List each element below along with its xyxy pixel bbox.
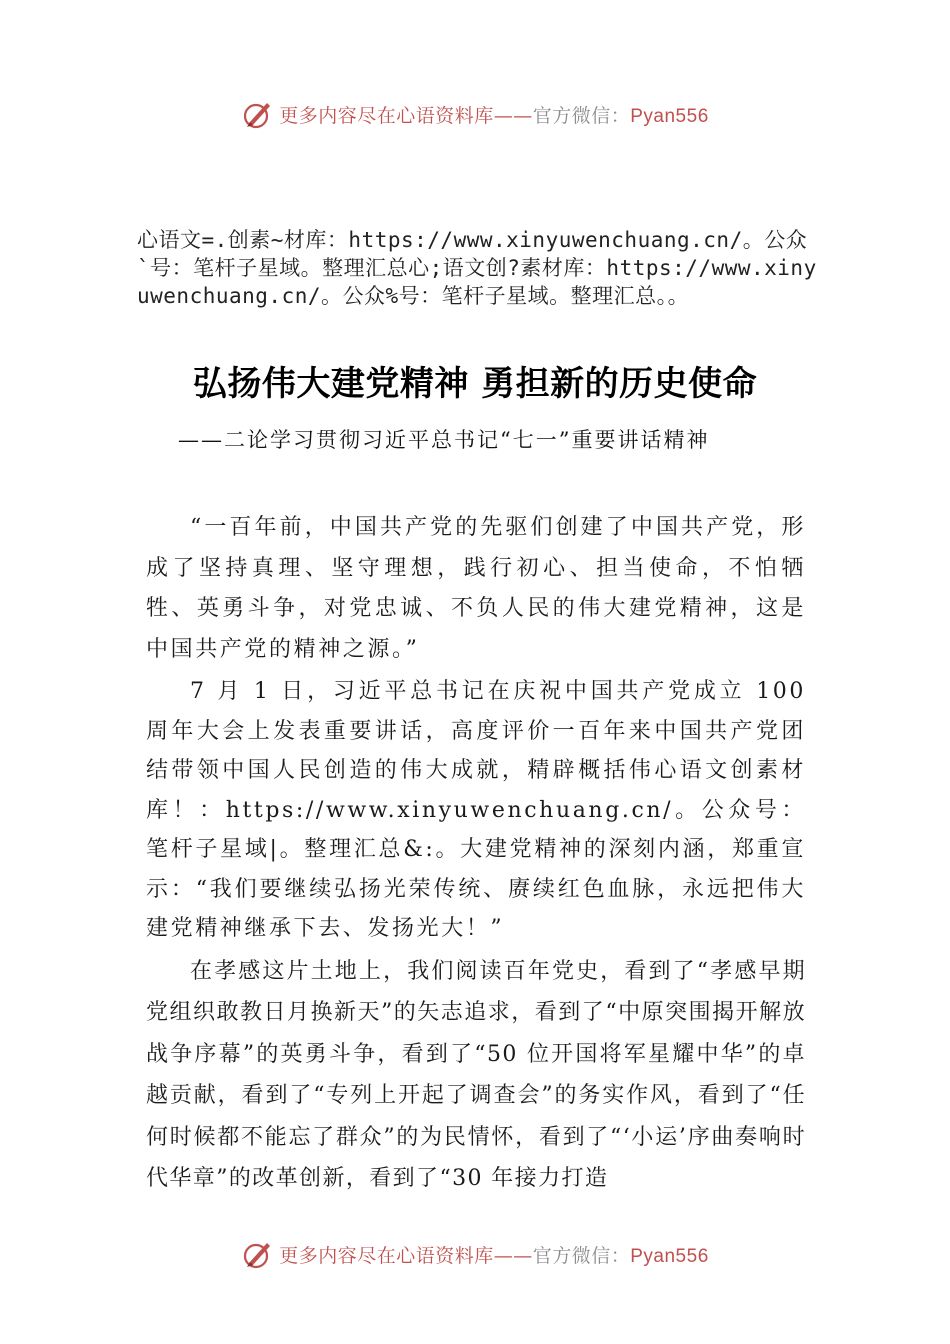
header-banner xyxy=(0,94,950,134)
pen-nib-logo-icon xyxy=(241,1237,275,1271)
banner-separator: —— xyxy=(493,104,533,127)
paragraph: “一百年前，中国共产党的先驱们创建了中国共产党，形成了坚持真理、坚守理想，践行初心、担当使命，不怕牺牲、英勇斗争，对党忠诚、不负人民的伟大建党精神，这是中国共产党的精神之源。” xyxy=(146,515,806,662)
banner-slogan: 更多内容尽在心语资料库 xyxy=(279,104,494,127)
footer-banner-text xyxy=(279,1241,709,1268)
banner-wechat-id: Pyan556 xyxy=(630,1245,709,1267)
pen-nib-logo-icon xyxy=(241,97,275,131)
banner-wechat-label: 官方微信： xyxy=(532,104,631,127)
article-subtitle: ——二论学习贯彻习近平总书记“七一”重要讲话精神 xyxy=(178,428,710,452)
watermark-notice: 心语文=.创素~材库：https://www.xinyuwenchuang.cn/。公众`号：笔杆子星域。整理汇总心;语文创?素材库：https://www.xinyuwenchuang.cn/。公众%号：笔杆子星域。整理汇总。。 xyxy=(137,228,817,308)
footer-banner xyxy=(0,1234,950,1274)
paragraph: 7 月 1 日，习近平总书记在庆祝中国共产党成立 100 周年大会上发表重要讲话，高度评价一百年来中国共产党团结带领中国人民创造的伟大成就，精辟概括伟心语文创素材库！：https://www.xinyuwenchuang.cn/。公众号：笔杆子星域|。整理汇总&:。大建党精神的深刻内涵，郑重宣示：“我们要继续弘扬光荣传统、赓续红色血脉，永远把伟大建党精神继承下去、发扬光大！” xyxy=(146,679,806,941)
header-banner-text xyxy=(279,101,709,128)
banner-slogan: 更多内容尽在心语资料库 xyxy=(279,1244,494,1267)
paragraph: 在孝感这片土地上，我们阅读百年党史，看到了“孝感早期党组织敢教日月换新天”的矢志追求，看到了“中原突围揭开解放战争序幕”的英勇斗争，看到了“50 位开国将军星耀中华”的卓越贡献，看到了“专列上开起了调查会”的务实作风，看到了“任何时候都不能忘了群众”的为民情怀，看到了“‘小运’序曲奏响时代华章”的改革创新，看到了“30 年接力打造 xyxy=(146,958,806,1191)
article-body xyxy=(146,508,806,1200)
article-title: 弘扬伟大建党精神 勇担新的历史使命 xyxy=(192,364,758,404)
banner-wechat-label: 官方微信： xyxy=(532,1244,631,1267)
banner-wechat-id: Pyan556 xyxy=(630,105,709,127)
banner-separator: —— xyxy=(493,1244,533,1267)
